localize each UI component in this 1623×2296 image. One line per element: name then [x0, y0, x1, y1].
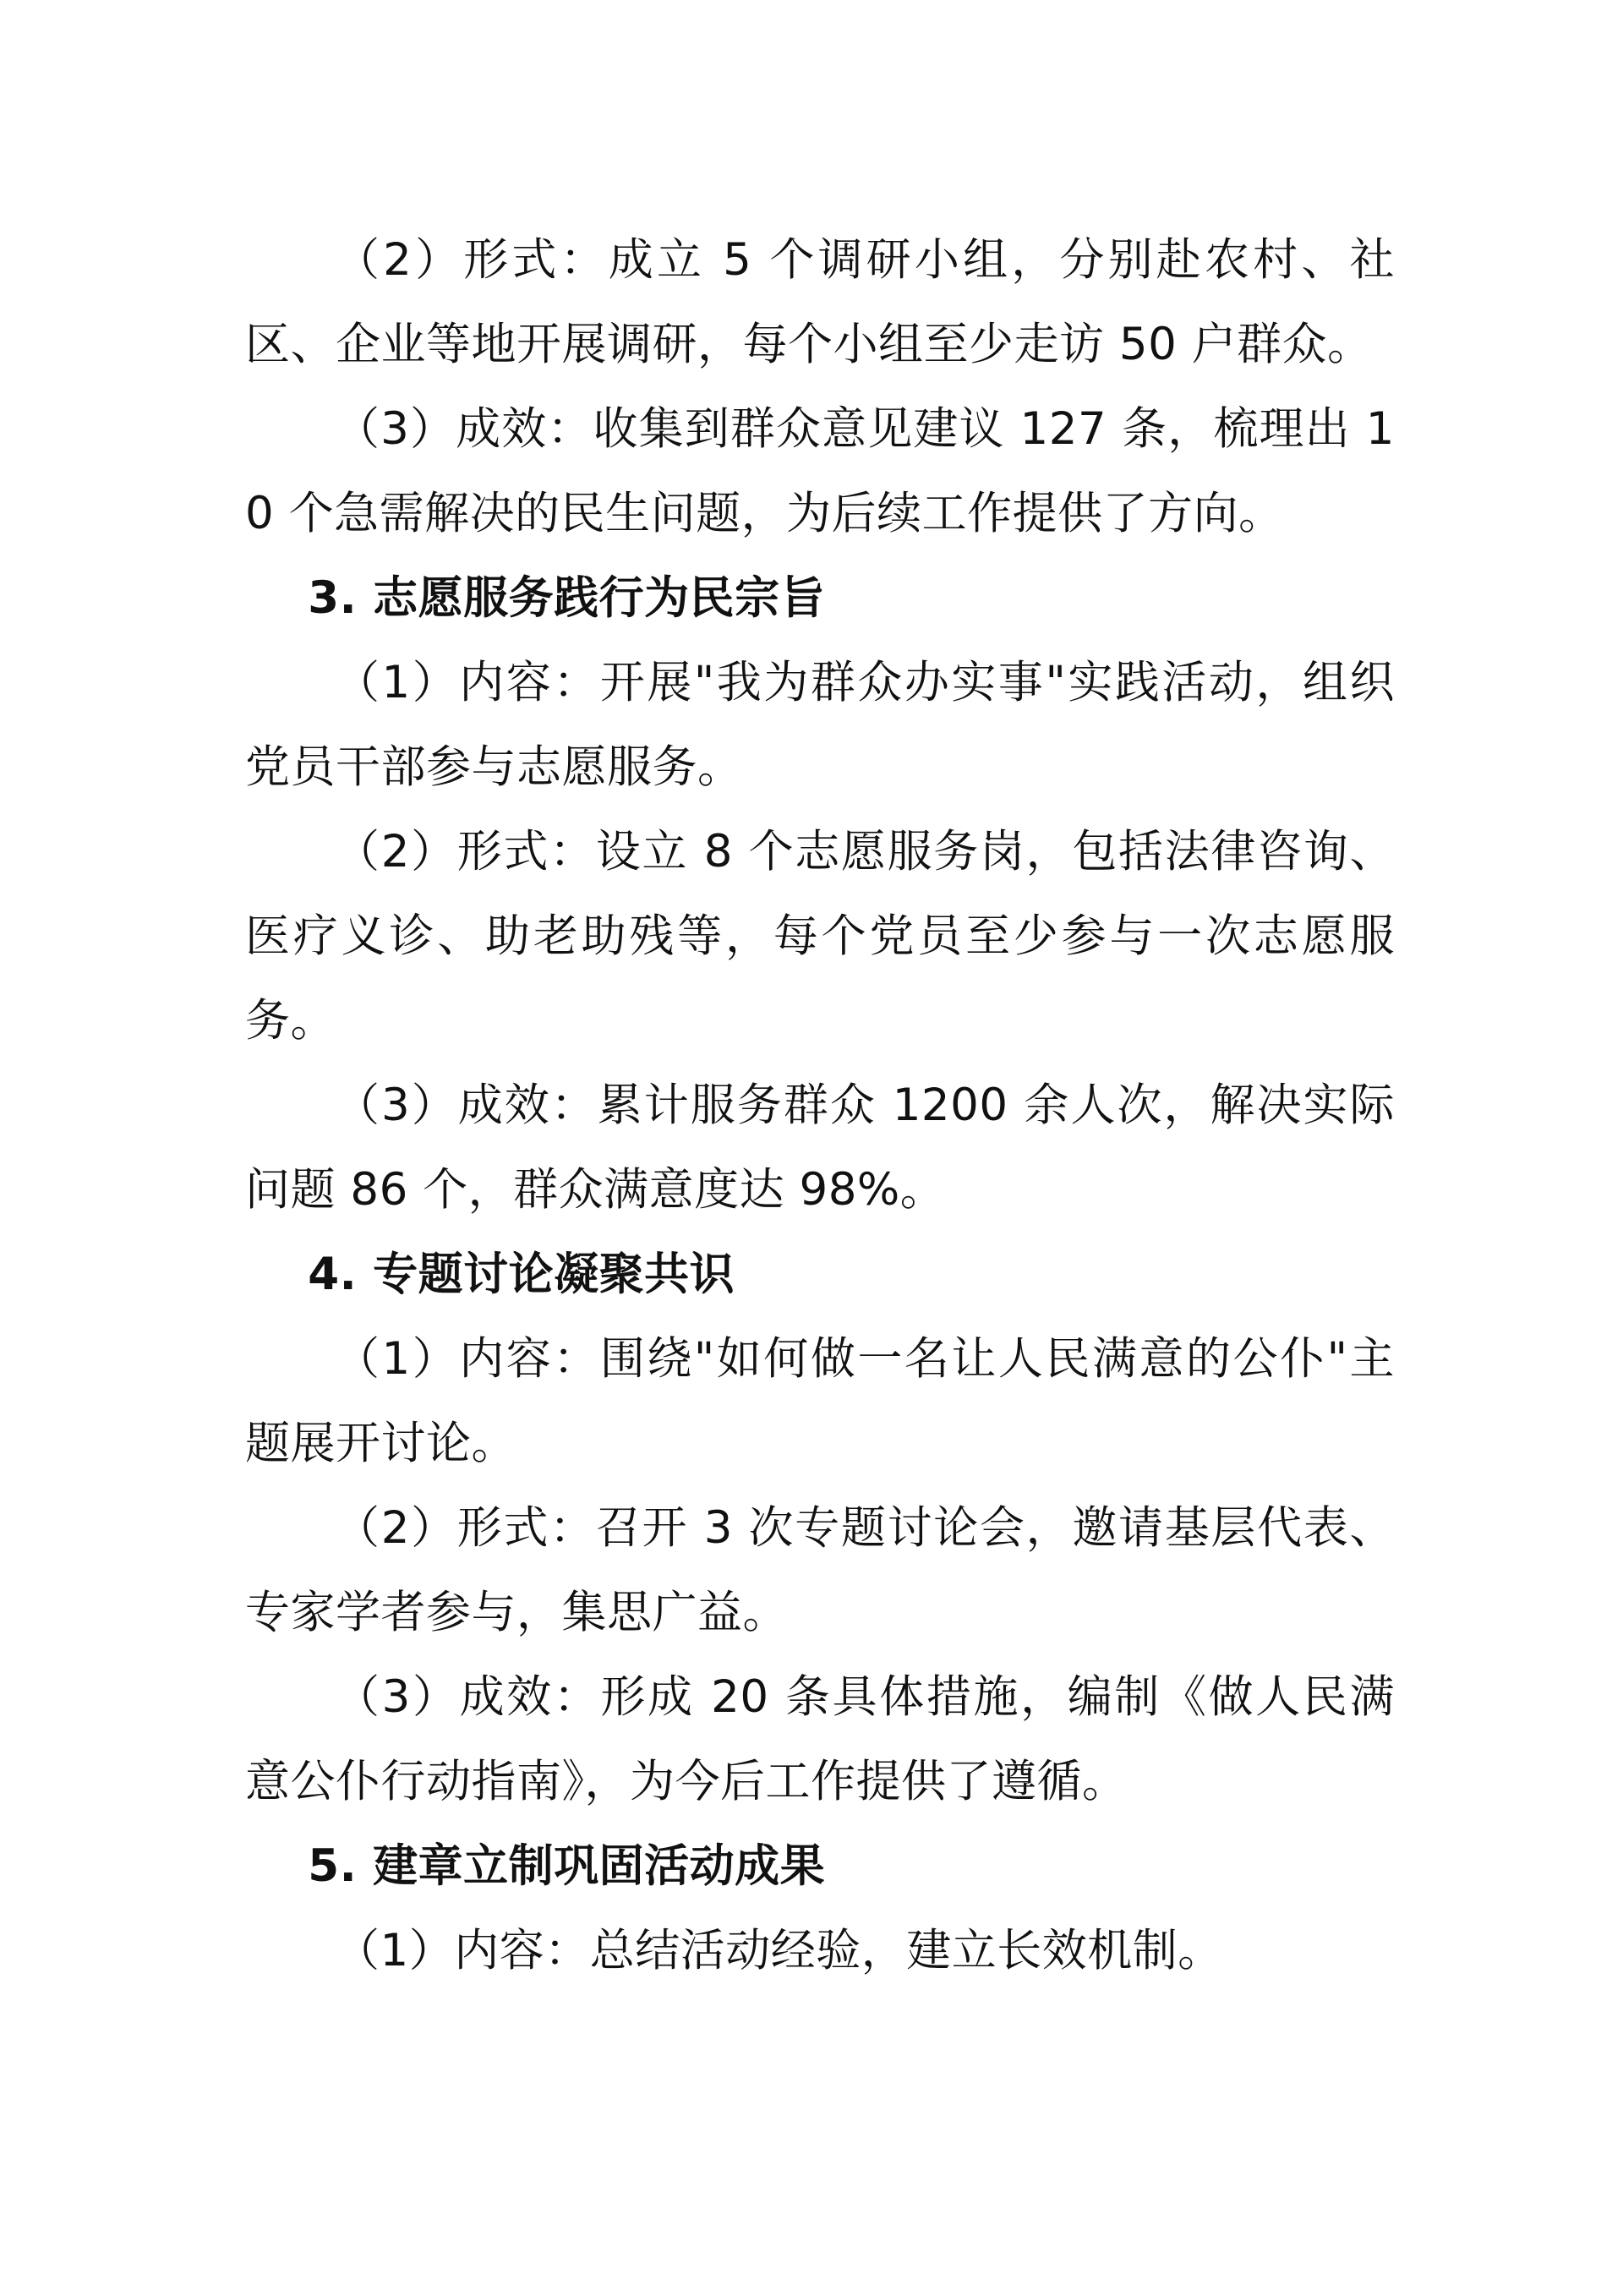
paragraph-result-opinions: （3）成效：收集到群众意见建议 127 条，梳理出 10 个急需解决的民生问题，为后续工作提供了方向。: [245, 403, 1395, 539]
paragraph-content-discussion: （1）内容：围绕"如何做一名让人民满意的公仆"主题展开讨论。: [245, 1333, 1395, 1469]
heading-topic-discussion: 4. 专题讨论凝聚共识: [308, 1249, 735, 1300]
paragraph-form-discussion-meetings: （2）形式：召开 3 次专题讨论会，邀请基层代表、专家学者参与，集思广益。: [245, 1502, 1395, 1638]
paragraph-result-service: （3）成效：累计服务群众 1200 余人次，解决实际问题 86 个，群众满意度达 98%。: [245, 1080, 1395, 1216]
paragraph-result-measures: （3）成效：形成 20 条具体措施，编制《做人民满意公仆行动指南》，为今后工作提供了遵循。: [245, 1671, 1395, 1807]
paragraph-form-service-posts: （2）形式：设立 8 个志愿服务岗，包括法律咨询、医疗义诊、助老助残等，每个党员至少参与一次志愿服务。: [245, 826, 1395, 1047]
paragraph-content-practice: （1）内容：开展"我为群众办实事"实践活动，组织党员干部参与志愿服务。: [245, 657, 1395, 793]
paragraph-content-summary: （1）内容：总结活动经验，建立长效机制。: [335, 1925, 1223, 1976]
heading-institution-building: 5. 建章立制巩固活动成果: [308, 1840, 826, 1892]
document-body: [245, 218, 1395, 1993]
paragraph-form-research-groups: （2）形式：成立 5 个调研小组，分别赴农村、社区、企业等地开展调研，每个小组至少走访 50 户群众。: [245, 234, 1395, 370]
heading-volunteer-service: 3. 志愿服务践行为民宗旨: [308, 572, 826, 624]
